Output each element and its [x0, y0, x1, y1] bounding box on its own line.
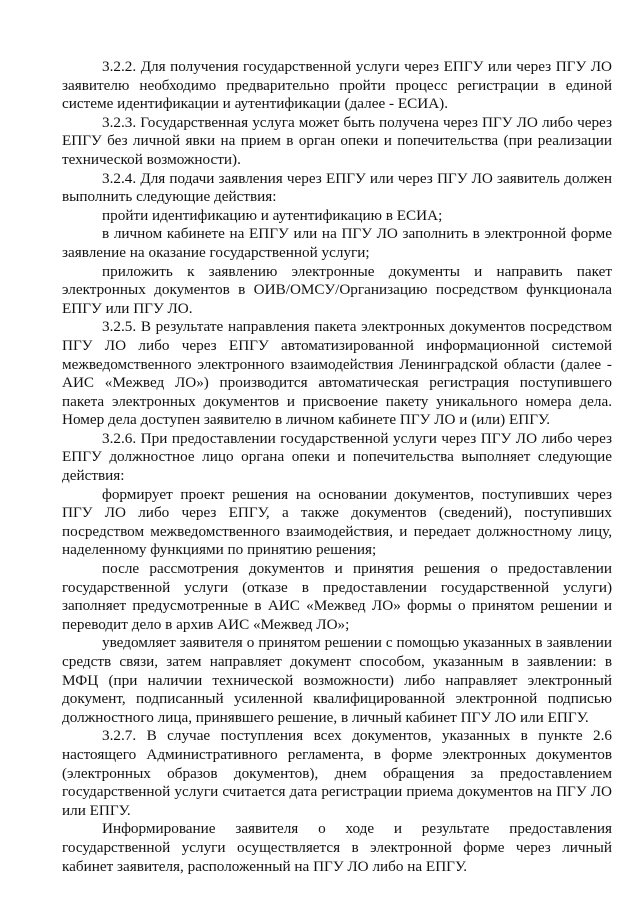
paragraph-3-2-5: 3.2.5. В результате направления пакета электронных документов посредством ПГУ ЛО либо через ЕПГУ автоматизированной информационной системой межведомственного электронного взаимодействия Ленинградской области (далее - АИС «Межвед ЛО») производится автоматическая регистрация поступившего пакета электронных документов и присвоение пакету уникального номера дела. Номер дела доступен заявителю в личном кабинете ПГУ ЛО и (или) ЕПГУ.	[62, 318, 612, 429]
paragraph-3-2-2: 3.2.2. Для получения государственной услуги через ЕПГУ или через ПГУ ЛО заявителю необходимо предварительно пройти процесс регистрации в единой системе идентификации и аутентификации (далее - ЕСИА).	[62, 58, 612, 113]
list-item-fill-form: в личном кабинете на ЕПГУ или на ПГУ ЛО заполнить в электронной форме заявление на оказание государственной услуги;	[62, 225, 612, 261]
list-item-attach-documents: приложить к заявлению электронные документы и направить пакет электронных документов в ОИВ/ОМСУ/Организацию посредством функционала ЕПГУ или ПГУ ЛО.	[62, 262, 612, 317]
paragraph-3-2-3: 3.2.3. Государственная услуга может быть получена через ПГУ ЛО либо через ЕПГУ без личной явки на прием в орган опеки и попечительства (при реализации технической возможности).	[62, 113, 612, 168]
paragraph-3-2-4: 3.2.4. Для подачи заявления через ЕПГУ или через ПГУ ЛО заявитель должен выполнить следующие действия:	[62, 169, 612, 206]
list-item-notify-applicant: уведомляет заявителя о принятом решении с помощью указанных в заявлении средств связи, затем направляет документ способом, указанным в заявлении: в МФЦ (при наличии технической возможности) либо направляет электронный документ, подписанный усиленной квалифицированной электронной подписью должностного лица, принявшего решение, в личный кабинет ПГУ ЛО или ЕПГУ.	[62, 634, 612, 726]
paragraph-informing: Информирование заявителя о ходе и результате предоставления государственной услуги осуществляется в электронной форме через личный кабинет заявителя, расположенный на ПГУ ЛО либо на ЕПГУ.	[62, 820, 612, 875]
list-item-draft-decision: формирует проект решения на основании документов, поступивших через ПГУ ЛО либо через ЕПГУ, а также документов (сведений), поступивших посредством межведомственного взаимодействия, и передает должностному лицу, наделенному функциями по принятию решения;	[62, 485, 612, 559]
list-item-fill-ais-forms: после рассмотрения документов и принятия решения о предоставлении государственной услуги (отказе в предоставлении государственной услуги) заполняет предусмотренные в АИС «Межвед ЛО» формы о принятом решении и переводит дело в архив АИС «Межвед ЛО»;	[62, 560, 612, 633]
list-item-identification: пройти идентификацию и аутентификацию в ЕСИА;	[102, 206, 443, 224]
paragraph-3-2-7: 3.2.7. В случае поступления всех документов, указанных в пункте 2.6 настоящего Административного регламента, в форме электронных документов (электронных образов документов), днем обращения за предоставлением государственной услуги считается дата регистрации приема документов на ПГУ ЛО или ЕПГУ.	[62, 727, 612, 819]
paragraph-3-2-6: 3.2.6. При предоставлении государственной услуги через ПГУ ЛО либо через ЕПГУ должностное лицо органа опеки и попечительства выполняет следующие действия:	[62, 429, 612, 485]
document-page	[62, 58, 612, 876]
